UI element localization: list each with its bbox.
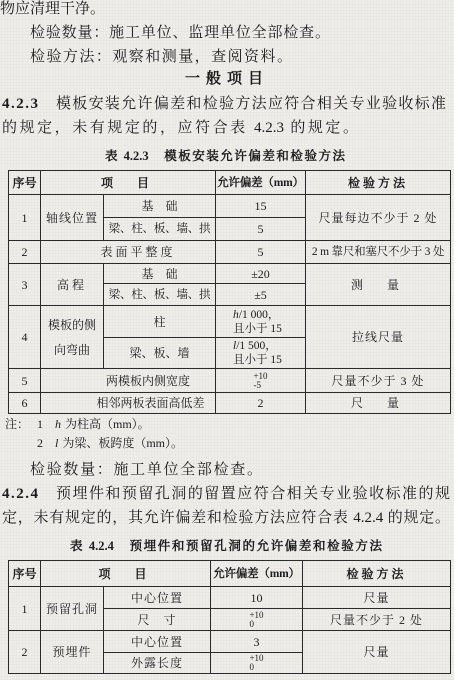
tolerance-value: 15 [216, 195, 306, 218]
item-name [41, 306, 104, 369]
table-row [9, 306, 451, 338]
tolerance-lower: 0 [249, 662, 254, 672]
table-row [9, 587, 451, 609]
tolerance-upper: +10 [249, 609, 264, 620]
clause-text-line-1: 模板安装允许偏差和检验方法应符合相关专业验收标准 [56, 96, 446, 112]
inspection-method: 2 m 靠尺和塞尺不少于 3 处 [306, 241, 451, 264]
sub-item-name: 中心位置 [104, 587, 211, 609]
header-tolerance: 允许偏差（mm） [211, 561, 303, 587]
note-symbol: l [55, 436, 59, 450]
sub-item-name: 基 础 [104, 195, 216, 218]
tolerance-upper: +10 [249, 653, 264, 663]
row-number: 2 [9, 631, 41, 674]
sub-item-name: 梁、柱、板、墙、拱 [104, 218, 216, 241]
header-tolerance: 允许偏差（mm） [216, 171, 306, 195]
tolerance-upper: +10 [253, 370, 268, 381]
header-method: 检验方法 [306, 171, 451, 195]
tolerance-line-1 [233, 339, 305, 353]
row-number: 2 [9, 241, 41, 264]
sub-item-name: 梁、柱、板、墙、拱 [104, 284, 216, 306]
note-number: 2 [37, 436, 43, 450]
tolerance-value: ±20 [216, 264, 306, 284]
header-no: 序号 [9, 171, 41, 195]
inspection-quantity-line: 检验数量：施工单位、监理单位全部检查。 [30, 25, 330, 41]
row-number: 5 [9, 369, 41, 393]
table-note [37, 435, 183, 451]
inspection-quantity-line: 检验数量：施工单位全部检查。 [30, 462, 262, 478]
clause-text-line-2: 的规定，未有规定的，应符合表 4.2.3 的规定。 [2, 120, 358, 136]
sub-item-name: 基 础 [104, 264, 216, 284]
tolerance-value [211, 609, 303, 631]
sub-item-name: 外露长度 [104, 653, 211, 674]
tolerance-symbol: l [233, 340, 237, 352]
tolerance-value [216, 338, 306, 369]
header-item: 项 目 [41, 561, 211, 587]
table-header-row [9, 561, 451, 587]
tolerance-value [216, 369, 306, 393]
item-name-line: 向弯曲 [53, 342, 90, 357]
tolerance-range [249, 611, 263, 629]
tolerance-lower: 0 [249, 618, 254, 629]
header-item: 项 目 [41, 171, 216, 195]
inspection-method-line: 检验方法：观察和测量，查阅资料。 [30, 49, 292, 65]
inspection-method: 尺 量 [306, 393, 451, 414]
row-number: 3 [9, 264, 41, 306]
header-method: 检验方法 [303, 561, 451, 587]
inspection-method: 尺量不少于 3 处 [306, 369, 451, 393]
continuation-line: 物应清理干净。 [0, 1, 106, 17]
tolerance-line-1 [233, 308, 305, 322]
tolerance-value: 10 [211, 587, 303, 609]
tolerance-ratio: /1 500， [236, 340, 277, 352]
item-name: 轴线位置 [41, 195, 104, 241]
table-header-row [9, 171, 451, 195]
tolerance-range [253, 372, 267, 390]
section-heading: 一 般 项 目 [185, 71, 263, 87]
inspection-method: 尺量不少于 2 处 [303, 609, 451, 631]
note-text: 为梁、板跨度（mm）。 [62, 436, 184, 450]
tolerance-ratio: /1 000， [238, 308, 280, 321]
item-name: 预埋件 [41, 631, 104, 674]
table-row [9, 241, 451, 264]
tolerance-value: 3 [211, 631, 303, 653]
tolerance-line-2: 且小于 15 [233, 322, 282, 335]
sub-item-name: 尺 寸 [104, 609, 211, 631]
item-name-line: 模板的侧 [47, 317, 96, 332]
note-text: 为柱高（mm）。 [65, 417, 150, 431]
table-4-2-3 [8, 170, 451, 414]
row-number: 1 [9, 587, 41, 631]
table-note [5, 416, 150, 432]
item-name: 高程 [41, 264, 104, 306]
inspection-method: 拉线尺量 [306, 306, 451, 369]
note-symbol: h [55, 417, 61, 431]
tolerance-symbol: h [233, 308, 239, 321]
clause-text-line-1: 预埋件和预留孔洞的留置应符合相关专业验收标准的规 [56, 486, 450, 502]
tolerance-value [211, 653, 303, 674]
inspection-method: 尺量 [303, 587, 451, 609]
inspection-method: 尺量每边不少于 2 处 [306, 195, 451, 241]
sub-item-name: 梁、板、墙 [104, 338, 216, 369]
table-4-2-4 [8, 560, 451, 674]
tolerance-value: ±5 [216, 284, 306, 306]
inspection-method: 测 量 [306, 264, 451, 306]
table-row [9, 264, 451, 284]
sub-item-name: 中心位置 [104, 631, 211, 653]
tolerance-value: 2 [216, 393, 306, 414]
inspection-method: 尺量 [303, 631, 451, 674]
table-row [9, 393, 451, 414]
table-caption: 表 4.2.4 预埋件和预留孔洞的允许偏差和检验方法 [70, 539, 382, 553]
tolerance-lower: -5 [253, 379, 261, 390]
item-name: 两模板内侧宽度 [41, 369, 216, 393]
clause-number: 4.2.4 [2, 486, 40, 502]
row-number: 4 [9, 306, 41, 369]
item-name: 相邻两板表面高低差 [41, 393, 216, 414]
note-label: 注： [5, 417, 30, 431]
item-name: 表面平整度 [41, 241, 216, 264]
tolerance-value: 5 [216, 241, 306, 264]
row-number: 1 [9, 195, 41, 241]
table-caption: 表 4.2.3 模板安装允许偏差和检验方法 [105, 149, 345, 163]
table-row [9, 195, 451, 218]
clause-number: 4.2.3 [2, 96, 40, 112]
table-row [9, 369, 451, 393]
row-number: 6 [9, 393, 41, 414]
table-row [9, 631, 451, 653]
tolerance-range [249, 654, 263, 672]
header-no: 序号 [9, 561, 41, 587]
tolerance-value: 5 [216, 218, 306, 241]
tolerance-value [216, 306, 306, 338]
clause-text-line-2: 定，未有规定的，其允许偏差和检验方法应符合表 4.2.4 的规定。 [2, 510, 450, 526]
note-number: 1 [37, 417, 43, 431]
sub-item-name: 柱 [104, 306, 216, 338]
item-name: 预留孔洞 [41, 587, 104, 631]
tolerance-line-2: 且小于 15 [233, 354, 282, 366]
